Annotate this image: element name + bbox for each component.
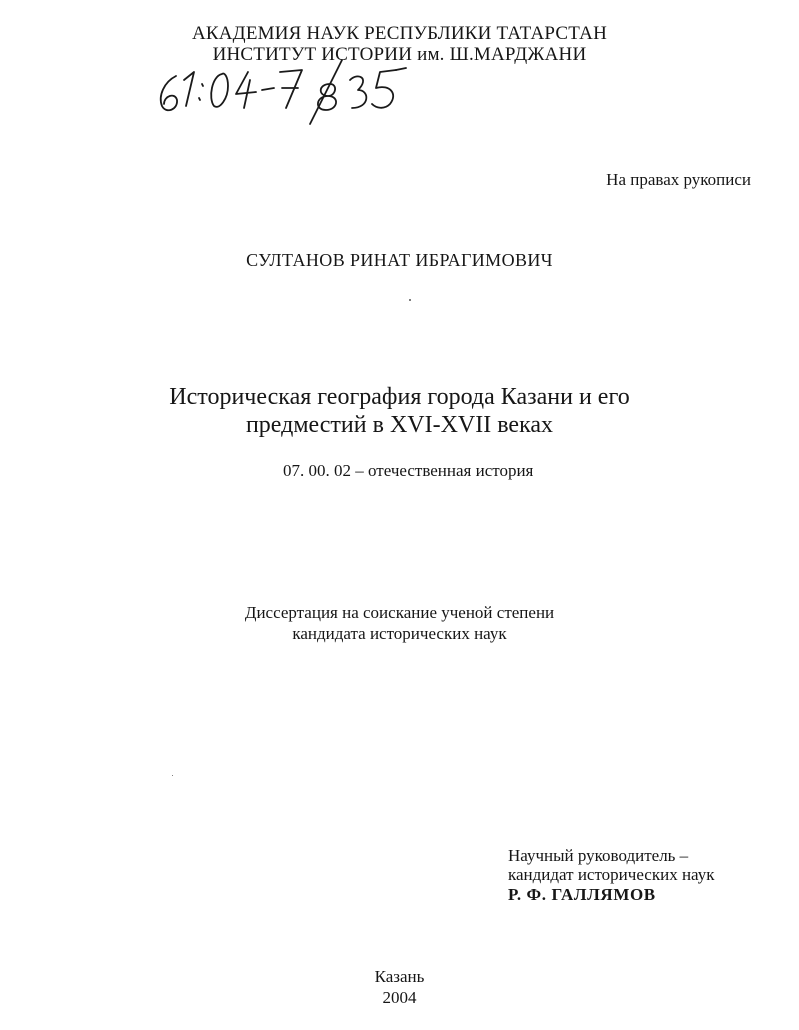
year: 2004 (382, 988, 417, 1007)
degree-statement-line-2: кандидата исторических наук (292, 624, 507, 643)
supervisor-degree: кандидат исторических наук (508, 865, 715, 884)
institute-name: ИНСТИТУТ ИСТОРИИ им. Ш.МАРДЖАНИ (212, 44, 587, 65)
city: Казань (374, 967, 425, 986)
supervisor-name: Р. Ф. ГАЛЛЯМОВ (508, 885, 656, 904)
scan-speck (409, 299, 411, 301)
scan-speck (172, 775, 173, 776)
academy-name: АКАДЕМИЯ НАУК РЕСПУБЛИКИ ТАТАРСТАН (191, 23, 608, 44)
dissertation-title-line-1: Историческая география города Казани и его (169, 384, 630, 410)
supervisor-role: Научный руководитель – (508, 846, 689, 865)
specialty-code: 07. 00. 02 – отечественная история (283, 461, 534, 480)
dissertation-title-line-2: предместий в XVI-XVII веках (245, 412, 554, 438)
author-name: СУЛТАНОВ РИНАТ ИБРАГИМОВИЧ (246, 250, 553, 270)
degree-statement-line-1: Диссертация на соискание ученой степени (244, 603, 555, 622)
rights-notice: На правах рукописи (606, 170, 751, 189)
handwritten-archive-number (150, 58, 450, 128)
